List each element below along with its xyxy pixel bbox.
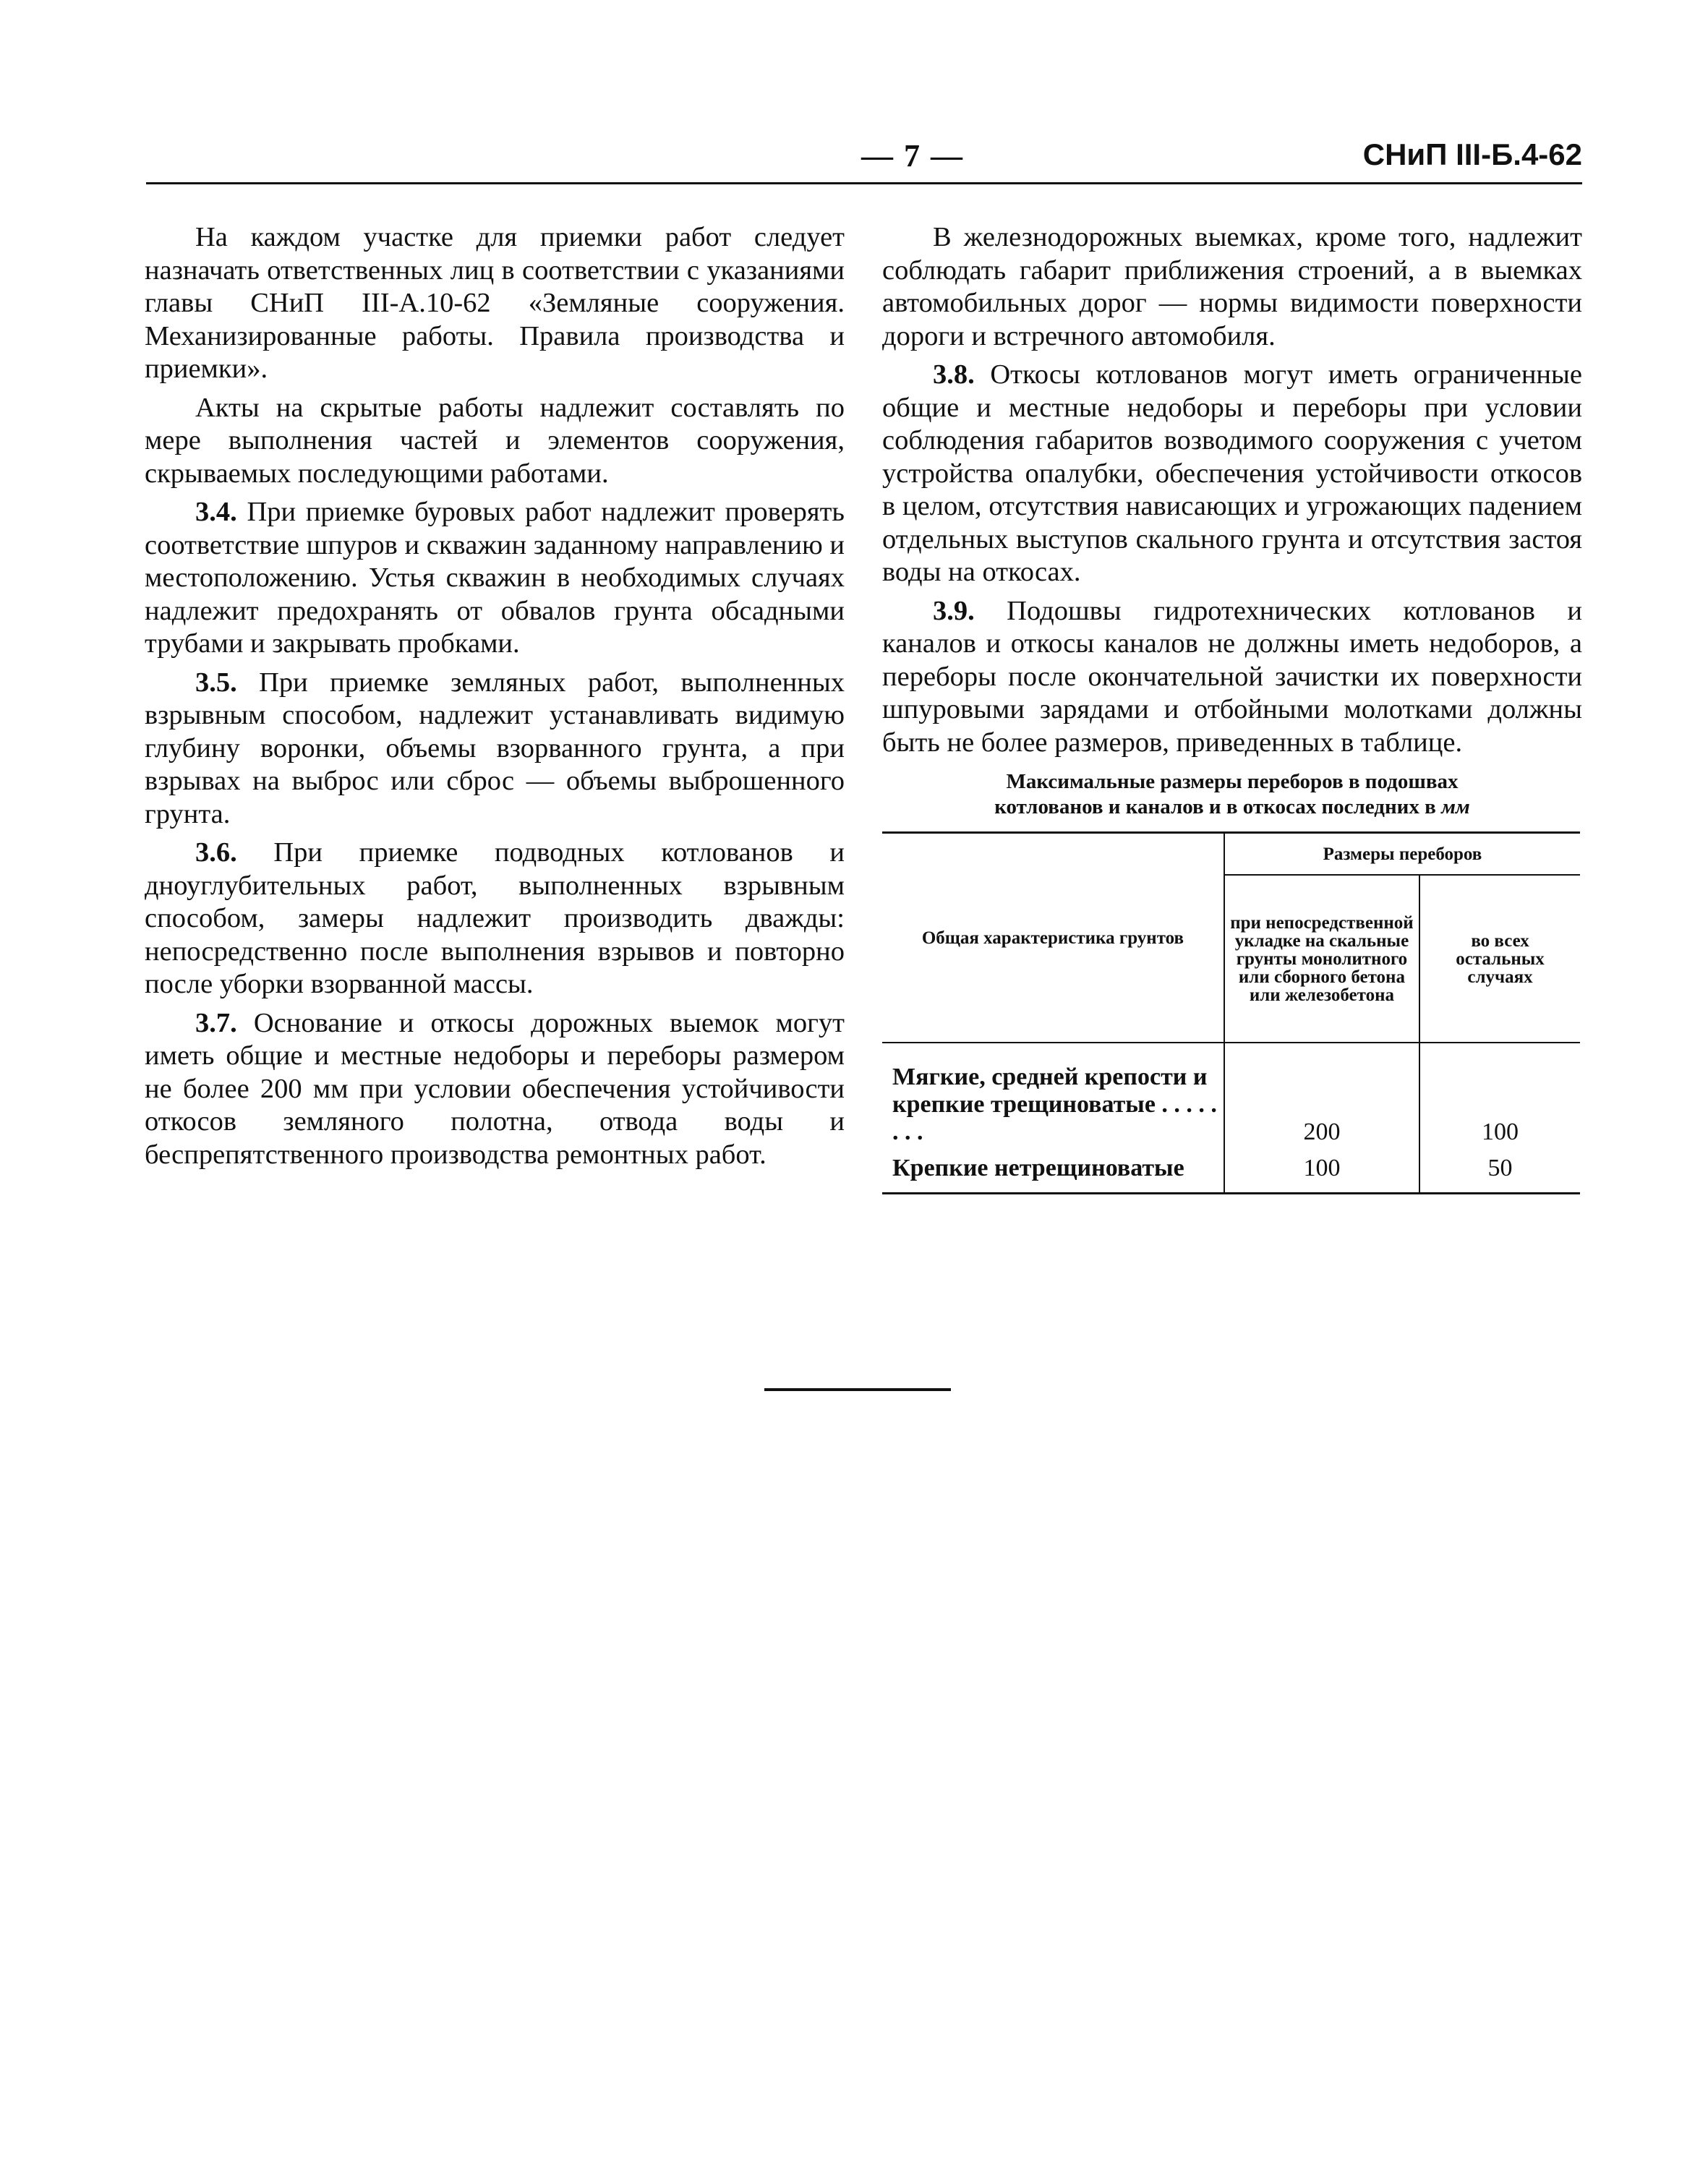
section-number: 3.5.: [195, 667, 237, 698]
paragraph: На каждом участке для приемки работ следует назначать ответственных лиц в соответствии с указаниями главы СНиП III-A.10-62 «Земляные сооружения. Механизированные работы. Правила производства и приемки».: [145, 222, 845, 384]
paragraph-text: Подошвы гидротехнических котлованов и каналов и откосы каналов не должны иметь недоборов, а переборы после окончательной зачистки их поверхности шпуровыми зарядами и отбойными молотками должны быть не более размеров, приведенных в таблице.: [882, 595, 1582, 758]
right-column: [882, 221, 1582, 1194]
section-number: 3.6.: [195, 837, 237, 868]
section-3-5: [145, 667, 845, 831]
paragraph-text: При приемке подводных котлованов и дноуглубительных работ, выполненных взрывным способом, замеры надлежит производить дважды: непосредственно после выполнения взрывов и повторно после уборки взорванной массы.: [145, 837, 845, 999]
section-3-7: [145, 1007, 845, 1172]
paragraph-text: Основание и откосы дорожных выемок могут иметь общие и местные недоборы и переборы размером не более 200 мм при условии обеспечения устойчивости откосов земляного полотна, отвода воды и беспрепятственного производства ремонтных работ.: [145, 1007, 845, 1170]
table-caption-line1: Максимальные размеры переборов в подошвах: [1006, 770, 1459, 793]
section-number: 3.4.: [195, 497, 237, 527]
end-divider: [764, 1388, 951, 1391]
header-direct-concrete: при непосредственной укладке на скальные грунты монолитного или сборного бетона или железобетона: [1224, 875, 1419, 1043]
section-3-4: [145, 496, 845, 661]
section-number: 3.8.: [933, 359, 975, 390]
header-soil-characteristic: Общая характеристика грунтов: [882, 833, 1224, 1043]
overbreak-other-value: 100: [1419, 1043, 1580, 1150]
paragraph: В железнодорожных выемках, кроме того, надлежит соблюдать габарит приближения строений, а в выемках автомобильных дорог — нормы видимости поверхности дороги и встречного автомобиля.: [882, 222, 1582, 351]
table-caption-unit: мм: [1441, 795, 1470, 818]
paragraph-text: При приемке земляных работ, выполненных взрывным способом, надлежит устанавливать видимую глубину воронки, объемы взорванного грунта, а при взрывах на выброс или сброс — объемы выброшенного грунта.: [145, 667, 845, 829]
table-row: [882, 1150, 1580, 1194]
header-other-cases: во всех остальных случаях: [1419, 875, 1580, 1043]
overbreak-table: [882, 831, 1580, 1194]
section-number: 3.9.: [933, 595, 975, 626]
overbreak-other-value: 50: [1419, 1150, 1580, 1194]
section-number: 3.7.: [195, 1007, 237, 1038]
section-3-9: [882, 595, 1582, 760]
soil-type-cell: Мягкие, средней крепости и крепкие трещиноватые . . . . . . . .: [882, 1043, 1224, 1150]
left-column: [145, 221, 845, 1177]
table-caption: [882, 769, 1582, 820]
overbreak-direct-value: 200: [1224, 1043, 1419, 1150]
paragraph: Акты на скрытые работы надлежит составлять по мере выполнения частей и элементов сооружения, скрываемых последующими работами.: [145, 392, 845, 489]
page-number: — 7 —: [861, 138, 964, 174]
header-overbreak-sizes: Размеры переборов: [1224, 833, 1580, 876]
paragraph-text: Откосы котлованов могут иметь ограниченные общие и местные недоборы и переборы при условии соблюдения габаритов возводимого сооружения с учетом устройства опалубки, обеспечения устойчивости откосов в целом, отсутствия нависающих и угрожающих падением отдельных выступов скального грунта и отсутствия застоя воды на откосах.: [882, 359, 1582, 587]
section-3-8: [882, 359, 1582, 589]
page-header: [146, 134, 1582, 178]
soil-type-cell: Крепкие нетрещиноватые: [882, 1150, 1224, 1194]
table-caption-line2: котлованов и каналов и в откосах последних в: [994, 795, 1436, 818]
header-divider: [146, 182, 1582, 184]
table-row: [882, 1043, 1580, 1150]
paragraph-text: При приемке буровых работ надлежит проверять соответствие шпуров и скважин заданному направлению и местоположению. Устья скважин в необходимых случаях надлежит предохранять от обвалов грунта обсадными трубами и закрывать пробками.: [145, 497, 845, 659]
section-3-6: [145, 837, 845, 1001]
document-code: СНиП III-Б.4-62: [1362, 137, 1582, 171]
overbreak-direct-value: 100: [1224, 1150, 1419, 1194]
